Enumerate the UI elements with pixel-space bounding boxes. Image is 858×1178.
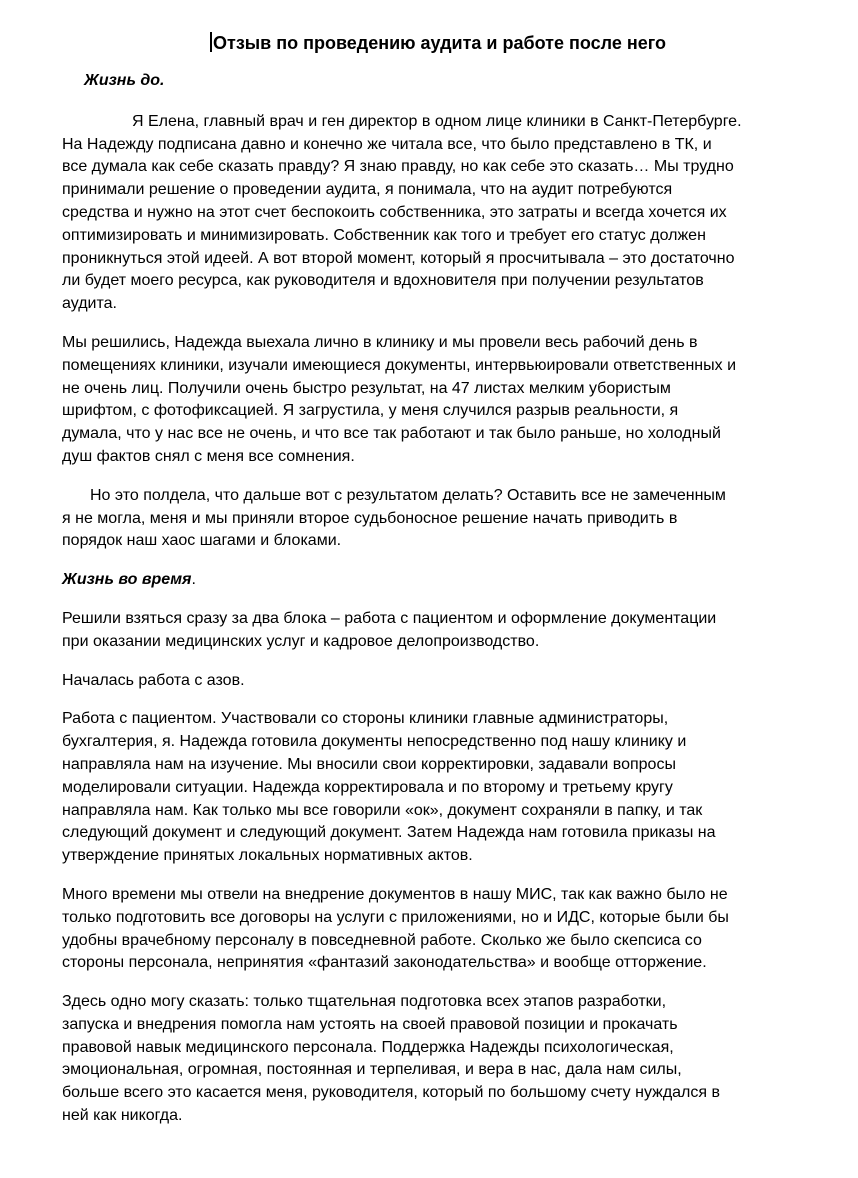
paragraph-4 <box>62 608 814 654</box>
document-title <box>62 30 814 56</box>
paragraph-1 <box>62 111 814 316</box>
paragraph-7 <box>62 884 814 975</box>
text-line: Я Елена, главный врач и ген директор в одном лице клиники в Санкт-Петербурге. <box>132 112 742 130</box>
section-heading-before: Жизнь до. <box>84 72 165 89</box>
text-line: стороны персонала, непринятия «фантазий законодательства» и вообще отторжение. <box>62 954 707 972</box>
paragraph-5 <box>62 670 814 693</box>
paragraph-6 <box>62 708 814 868</box>
text-line: ней как никогда. <box>62 1107 183 1125</box>
document-page <box>62 30 814 1144</box>
text-line: следующий документ и следующий документ. Затем Надежда нам готовила приказы на <box>62 824 716 842</box>
section-heading-during-text: Жизнь во время <box>62 571 192 589</box>
text-line: оптимизировать и минимизировать. Собственник как того и требует его статус должен <box>62 226 706 244</box>
text-line: ли будет моего ресурса, как руководителя и вдохновителя при получении результатов <box>62 272 704 290</box>
text-line: Началась работа с азов. <box>62 671 245 689</box>
text-line: эмоциональная, огромная, постоянная и терпеливая, и вера в нас, дала нам силы, <box>62 1061 682 1079</box>
text-line: я не могла, меня и мы приняли второе судьбоносное решение начать приводить в <box>62 509 678 527</box>
text-line: направляла нам. Как только мы все говорили «ок», документ сохраняли в папку, и так <box>62 801 703 819</box>
title-rest: тзыв по проведению аудита и работе после него <box>227 33 666 53</box>
text-line: думала, что у нас все не очень, и что все так работают и так было раньше, но холодный <box>62 425 721 443</box>
text-line: направляла нам на изучение. Мы вносили свои корректировки, задавали вопросы <box>62 755 676 773</box>
paragraph-8 <box>62 991 814 1128</box>
paragraph-2 <box>62 332 814 469</box>
text-line: Мы решились, Надежда выехала лично в клинику и мы провели весь рабочий день в <box>62 333 698 351</box>
text-line: проникнуться этой идеей. А вот второй момент, который я просчитывала – это достаточно <box>62 249 735 267</box>
text-line: моделировали ситуации. Надежда корректировала и по второму и третьему кругу <box>62 778 673 796</box>
text-line: не очень лиц. Получили очень быстро результат, на 47 листах мелким убористым <box>62 379 671 397</box>
text-line: удобны врачебному персоналу в повседневной работе. Сколько же было скепсиса со <box>62 931 702 949</box>
text-line: шрифтом, с фотофиксацией. Я загрустила, у меня случился разрыв реальности, я <box>62 402 679 420</box>
text-line: Работа с пациентом. Участвовали со стороны клиники главные администраторы, <box>62 710 669 728</box>
text-line: На Надежду подписана давно и конечно же читала все, что было представлено в ТК, и <box>62 135 712 153</box>
text-line: при оказании медицинских услуг и кадровое делопроизводство. <box>62 632 540 650</box>
text-cursor <box>210 32 212 52</box>
text-line: только подготовить все договоры на услуги с приложениями, но и ИДС, которые были бы <box>62 908 729 926</box>
text-line: Здесь одно могу сказать: только тщательная подготовка всех этапов разработки, <box>62 993 667 1011</box>
text-line: принимали решение о проведении аудита, я понимала, что на аудит потребуются <box>62 181 673 199</box>
section-heading-during-dot: . <box>191 571 196 589</box>
text-line: душ фактов снял с меня все сомнения. <box>62 447 355 465</box>
text-line: все думала как себе сказать правду? Я знаю правду, но как себе это сказать… Мы трудно <box>62 158 734 176</box>
text-line: аудита. <box>62 295 117 313</box>
text-line: Но это полдела, что дальше вот с результатом делать? Оставить все не замеченным <box>90 486 726 504</box>
text-line: запуска и внедрения помогла нам устоять на своей правовой позиции и прокачать <box>62 1015 678 1033</box>
text-line: бухгалтерия, я. Надежда готовила документы непосредственно под нашу клинику и <box>62 733 687 751</box>
text-line: Много времени мы отвели на внедрение документов в нашу МИС, так как важно было не <box>62 885 728 903</box>
text-line: правовой навык медицинского персонала. Поддержка Надежды психологическая, <box>62 1038 674 1056</box>
section-heading-during <box>62 569 814 592</box>
paragraph-3 <box>62 485 814 553</box>
text-line: Решили взяться сразу за два блока – работа с пациентом и оформление документации <box>62 609 717 627</box>
text-line: помещениях клиники, изучали имеющиеся документы, интервьюировали ответственных и <box>62 356 736 374</box>
title-first-letter: О <box>213 33 228 53</box>
text-line: больше всего это касается меня, руководителя, который по большому счету нуждался в <box>62 1084 720 1102</box>
text-line: утверждение принятых локальных нормативных актов. <box>62 847 473 865</box>
text-line: средства и нужно на этот счет беспокоить собственника, это затраты и всегда хочется их <box>62 203 727 221</box>
text-line: порядок наш хаос шагами и блоками. <box>62 532 342 550</box>
